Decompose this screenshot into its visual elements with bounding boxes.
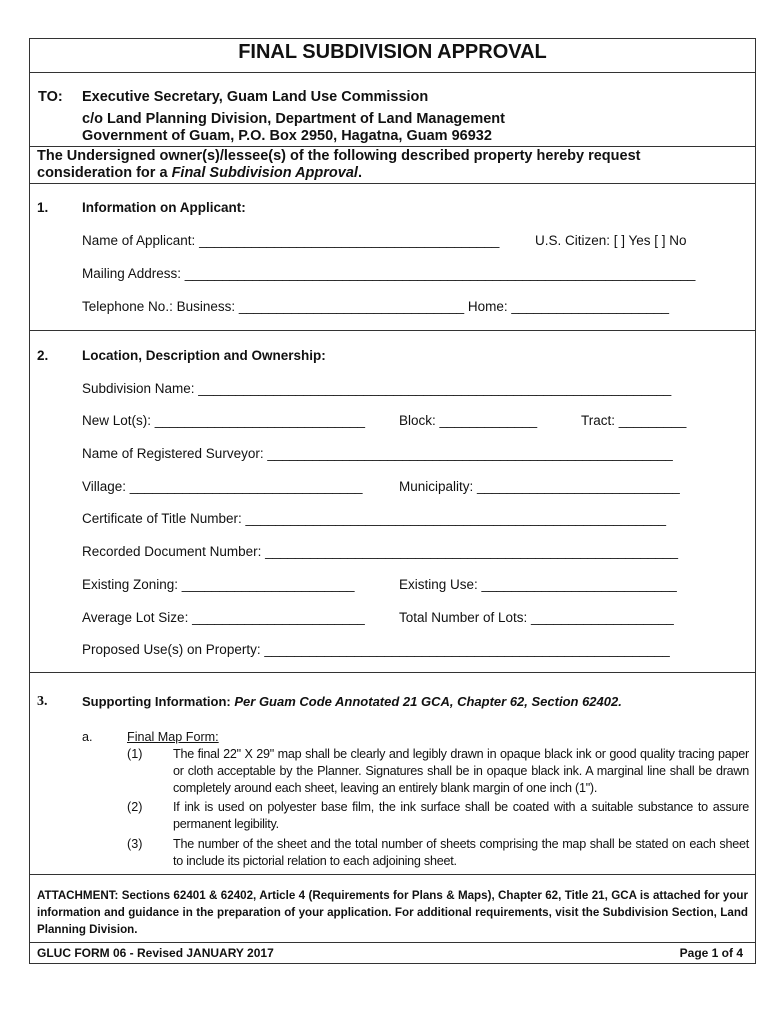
divider bbox=[30, 72, 755, 73]
divider bbox=[30, 672, 755, 673]
divider bbox=[30, 330, 755, 331]
request-prefix: consideration for a bbox=[37, 165, 172, 181]
subdivision-name-field[interactable]: Subdivision Name: _______________________________________________________________ bbox=[82, 381, 672, 396]
section-3-heading-text: Supporting Information: bbox=[82, 694, 235, 709]
divider bbox=[30, 183, 755, 184]
to-line-2: c/o Land Planning Division, Department of Land Management bbox=[82, 111, 505, 127]
to-label: TO: bbox=[38, 89, 63, 105]
section-3-number: 3. bbox=[37, 694, 48, 709]
sub-a-label: a. bbox=[82, 730, 93, 744]
section-2-number: 2. bbox=[37, 348, 49, 363]
title-number-field[interactable]: Certificate of Title Number: ________________________________________________________ bbox=[82, 511, 667, 526]
divider bbox=[30, 942, 755, 943]
existing-use-field[interactable]: Existing Use: __________________________ bbox=[399, 577, 677, 592]
us-citizen-field[interactable]: U.S. Citizen: [ ] Yes [ ] No bbox=[535, 233, 687, 248]
section-1-number: 1. bbox=[37, 200, 49, 215]
village-field[interactable]: Village: _______________________________ bbox=[82, 479, 363, 494]
form-frame bbox=[29, 38, 756, 964]
section-1-heading: Information on Applicant: bbox=[82, 200, 246, 215]
total-lots-field[interactable]: Total Number of Lots: ___________________ bbox=[399, 610, 674, 625]
page-number: Page 1 of 4 bbox=[679, 946, 743, 960]
request-line-2 bbox=[37, 165, 362, 181]
item-3-text: The number of the sheet and the total number of sheets comprising the map shall be stated on each sheet to include its pictorial relation to each adjoining sheet. bbox=[173, 837, 749, 868]
page-title: FINAL SUBDIVISION APPROVAL bbox=[238, 41, 547, 63]
form-id: GLUC FORM 06 - Revised JANUARY 2017 bbox=[37, 946, 274, 960]
to-line-1: Executive Secretary, Guam Land Use Commission bbox=[82, 89, 429, 105]
section-3-heading bbox=[82, 694, 622, 709]
divider bbox=[30, 874, 755, 875]
item-2-number: (2) bbox=[127, 800, 143, 814]
block-field[interactable]: Block: _____________ bbox=[399, 413, 538, 428]
divider bbox=[30, 146, 755, 147]
mailing-address-field[interactable]: Mailing Address: ____________________________________________________________________ bbox=[82, 266, 696, 281]
item-3-number: (3) bbox=[127, 837, 143, 851]
request-italic: Final Subdivision Approval bbox=[171, 165, 358, 181]
municipality-field[interactable]: Municipality: ___________________________ bbox=[399, 479, 680, 494]
recorded-document-field[interactable]: Recorded Document Number: _______________________________________________________ bbox=[82, 544, 679, 559]
surveyor-field[interactable]: Name of Registered Surveyor: ______________________________________________________ bbox=[82, 446, 673, 461]
new-lots-field[interactable]: New Lot(s): ____________________________ bbox=[82, 413, 365, 428]
average-lot-size-field[interactable]: Average Lot Size: _______________________ bbox=[82, 610, 365, 625]
request-suffix: . bbox=[357, 165, 362, 181]
item-2-text: If ink is used on polyester base film, the ink surface shall be coated with a suitable substance to assure permanent legibility. bbox=[173, 800, 749, 831]
sub-a-title: Final Map Form: bbox=[127, 730, 219, 744]
item-1-text: The final 22" X 29" map shall be clearly and legibly drawn in opaque black ink or good quality tracing paper or cloth acceptable by the Planner. Signatures shall be in opaque black ink. A marginal line shall be drawn completely around each sheet, leaving an entirely blank margin of one inch (1"). bbox=[173, 747, 749, 795]
item-1-number: (1) bbox=[127, 747, 143, 761]
attachment-note: ATTACHMENT: Sections 62401 & 62402, Article 4 (Requirements for Plans & Maps), Chapter 62, Title 21, GCA is attached for your information and guidance in the preparation of your application. For additional requirements, visit the Subdivision Section, Land Planning Division. bbox=[37, 889, 748, 936]
telephone-field[interactable]: Telephone No.: Business: ______________________________ Home: _____________________ bbox=[82, 299, 670, 314]
tract-field[interactable]: Tract: _________ bbox=[581, 413, 687, 428]
section-2-heading: Location, Description and Ownership: bbox=[82, 348, 326, 363]
section-3-heading-citation: Per Guam Code Annotated 21 GCA, Chapter 62, Section 62402. bbox=[234, 694, 622, 709]
proposed-use-field[interactable]: Proposed Use(s) on Property: ______________________________________________________ bbox=[82, 642, 670, 657]
name-of-applicant-field[interactable]: Name of Applicant: ________________________________________ bbox=[82, 233, 500, 248]
to-line-3: Government of Guam, P.O. Box 2950, Hagatna, Guam 96932 bbox=[82, 128, 492, 144]
existing-zoning-field[interactable]: Existing Zoning: _______________________ bbox=[82, 577, 355, 592]
request-line-1: The Undersigned owner(s)/lessee(s) of the following described property hereby request bbox=[37, 148, 641, 164]
